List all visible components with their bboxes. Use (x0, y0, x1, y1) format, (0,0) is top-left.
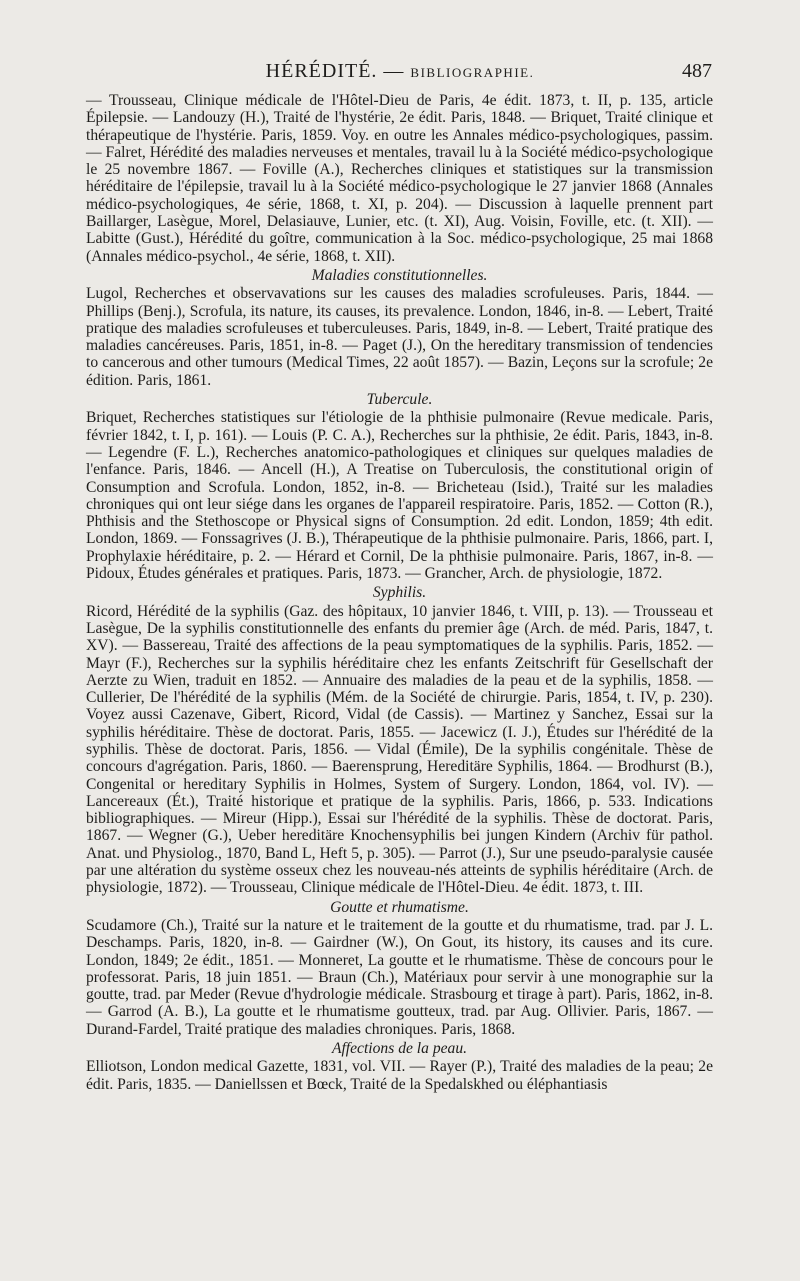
page-title (0, 60, 800, 83)
section-title-tubercule: Tubercule. (366, 391, 433, 409)
section-title-goutte: Goutte et rhumatisme. (330, 898, 469, 916)
section-title-maladies-constitutionnelles: Maladies constitutionnelles. (311, 266, 488, 284)
bibliography-entry-epilepsie: — Trousseau, Clinique médicale de l'Hôtel-Dieu de Paris, 4e édit. 1873, t. II, p. 135, article Épilepsie. — Landouzy (H.), Traité de l'hystérie, 2e édit. Paris, 1848. — Briquet, Traité clinique et thérapeutique de l'hystérie. Paris, 1859. Voy. en outre les Annales médico-psychologiques, passim. — Falret, Hérédité des maladies nerveuses et mentales, travail lu à la Société médico-psychologique le 25 novembre 1867. — Foville (A.), Recherches cliniques et statistiques sur la transmission héréditaire de l'épilepsie, travail lu à la Société médico-psychologique le 27 janvier 1868 (Annales médico-psychologiques, 4e série, 1868, t. XI, p. 204). — Discussion à laquelle prennent part Baillarger, Lasègue, Morel, Delasiauve, Lunier, etc. (t. XI), Aug. Voisin, Foville, etc. (t. XII). — Labitte (Gust.), Hérédité du goître, communication à la Soc. médico-psychologique, 25 mai 1868 (Annales médico-psychol., 4e série, 1868, t. XII). (86, 92, 713, 265)
section-title-peau: Affections de la peau. (331, 1040, 468, 1058)
running-header (0, 60, 800, 86)
bibliography-entry-peau: Elliotson, London medical Gazette, 1831, vol. VII. — Rayer (P.), Traité des maladies de la peau; 2e édit. Paris, 1835. — Daniellssen et Bœck, Traité de la Spedalskhed ou éléphantiasis (86, 1058, 713, 1093)
page-number: 487 (682, 60, 712, 82)
bibliography-entry-syphilis: Ricord, Hérédité de la syphilis (Gaz. des hôpitaux, 10 janvier 1846, t. VIII, p. 13). — Trousseau et Lasègue, De la syphilis constitutionnelle des enfants du premier âge (Arch. de méd. Paris, 1847, t. XV). — Bassereau, Traité des affections de la peau symptomatiques de la syphilis. Paris, 1852. — Mayr (F.), Recherches sur la syphilis héréditaire chez les enfants Zeitschrift für Gesellschaft der Aerzte zu Wien, traduit en 1852. — Annuaire des maladies de la peau et de la syphilis, 1858. — Cullerier, De l'hérédité de la syphilis (Mém. de la Société de chirurgie. Paris, 1854, t. IV, p. 230). Voyez aussi Cazenave, Gibert, Ricord, Vidal (de Cassis). — Martinez y Sanchez, Essai sur la syphilis héréditaire. Thèse de doctorat. Paris, 1855. — Jacewicz (I. J.), Études sur l'hérédité de la syphilis. Thèse de doctorat. Paris, 1856. — Vidal (Émile), De la syphilis congénitale. Thèse de concours d'agrégation. Paris, 1860. — Baerensprung, Hereditäre Syphilis, 1864. — Brodhurst (B.), Congenital or hereditary Syphilis in Holmes, System of Surgery. London, 1864, vol. IV). — Lancereaux (Ét.), Traité historique et pratique de la syphilis. Paris, 1866, p. 533. Indications bibliographiques. — Mireur (Hipp.), Essai sur l'hérédité de la syphilis. Thèse de doctorat. Paris, 1867. — Wegner (G.), Ueber hereditäre Knochensyphilis bei jungen Kindern (Archiv für pathol. Anat. und Physiolog., 1870, Band L, Heft 5, p. 305). — Parrot (J.), Sur une pseudo-paralysie causée par une altération du système osseux chez les nouveau-nés atteints de syphilis héréditaire (Arch. de physiologie, 1872). — Trousseau, Clinique médicale de l'Hôtel-Dieu. 4e édit. 1873, t. III. (86, 602, 713, 897)
section-title-syphilis: Syphilis. (372, 584, 427, 602)
bibliography-entry-goutte: Scudamore (Ch.), Traité sur la nature et le traitement de la goutte et du rhumatisme, trad. par J. L. Deschamps. Paris, 1820, in-8. — Gairdner (W.), On Gout, its history, its causes and its cure. London, 1849; 2e édit., 1851. — Monneret, La goutte et le rhumatisme. Thèse de concours pour le professorat. Paris, 18 juin 1851. — Braun (Ch.), Matériaux pour servir à une monographie sur la goutte, trad. par Meder (Revue d'hydrologie médicale. Strasbourg et tirage à part). Paris, 1862, in-8. — Garrod (A. B.), La goutte et le rhumatisme goutteux, trad. par Aug. Ollivier. Paris, 1867. — Durand-Fardel, Traité pratique des maladies chroniques. Paris, 1868. (86, 916, 713, 1038)
title-dash: — (377, 60, 411, 82)
title-main: HÉRÉDITÉ. (265, 60, 378, 82)
bibliography-entry-tubercule: Briquet, Recherches statistiques sur l'étiologie de la phthisie pulmonaire (Revue medicale. Paris, février 1842, t. I, p. 161). — Louis (P. C. A.), Recherches sur la phthisie, 2e édit. Paris, 1843, in-8. — Legendre (F. L.), Recherches anatomico-pathologiques et cliniques sur quelques maladies de l'enfance. Paris, 1846. — Ancell (H.), A Treatise on Tuberculosis, the constitutional origin of Consumption and Scrofula. London, 1852, in-8. — Bricheteau (Isid.), Traité sur les maladies chroniques qui ont leur siége dans les organes de l'appareil respiratoire. Paris, 1852. — Cotton (R.), Phthisis and the Stethoscope or Physical signs of Consumption. 2d edit. London, 1859; 4th edit. London, 1869. — Fonssagrives (J. B.), Thérapeutique de la phthisie pulmonaire. Paris, 1866, part. I, Prophylaxie héréditaire, p. 2. — Hérard et Cornil, De la phthisie pulmonaire. Paris, 1867, in-8. — Pidoux, Études générales et pratiques. Paris, 1873. — Grancher, Arch. de physiologie, 1872. (86, 409, 713, 583)
bibliography-entry-scrofule: Lugol, Recherches et observavations sur les causes des maladies scrofuleuses. Paris, 1844. — Phillips (Benj.), Scrofula, its nature, its causes, its prevalence. London, 1846, in-8. — Lebert, Traité pratique des maladies scrofuleuses et tuberculeuses. Paris, 1849, in-8. — Lebert, Traité pratique des maladies cancéreuses. Paris, 1851, in-8. — Paget (J.), On the hereditary transmission of tendencies to cancerous and other tumours (Medical Times, 22 août 1857). — Bazin, Leçons sur la scrofule; 2e édition. Paris, 1861. (86, 285, 713, 389)
title-sub: BIBLIOGRAPHIE. (410, 65, 535, 80)
bibliography-body (86, 92, 713, 1093)
